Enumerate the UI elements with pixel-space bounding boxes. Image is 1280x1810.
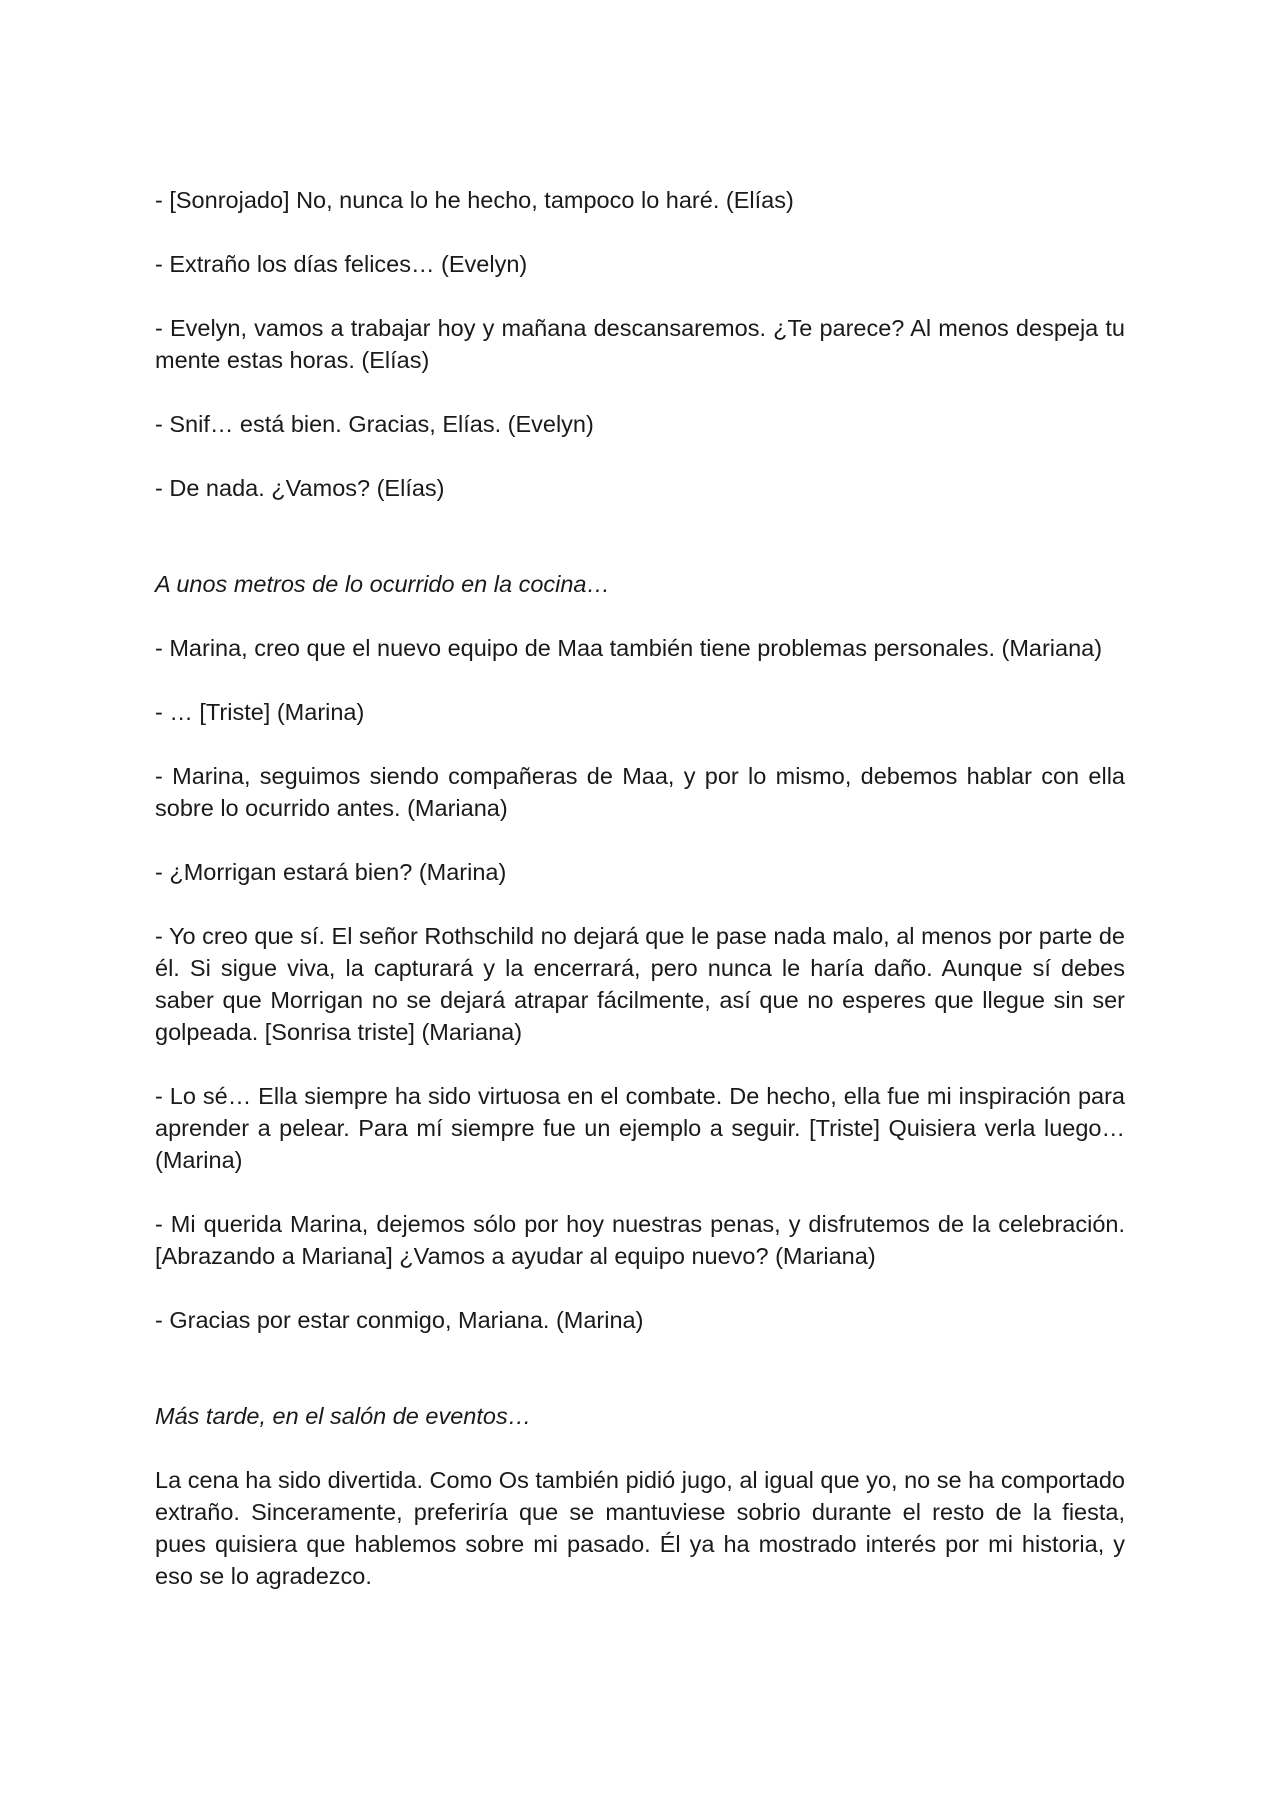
dialogue-line: - … [Triste] (Marina) xyxy=(155,699,365,725)
dialogue-line: - Yo creo que sí. El señor Rothschild no dejará que le pase nada malo, al menos por parte de él. Si sigue viva, la capturará y la encerrará, pero nunca le haría daño. Aunque sí debes saber que Morrigan no se dejará atrapar fácilmente, así que no esperes que llegue sin ser golpeada. [Sonrisa triste] (Mariana) xyxy=(155,923,1125,1045)
dialogue-line: - Extraño los días felices… (Evelyn) xyxy=(155,251,528,277)
dialogue-line: - Marina, seguimos siendo compañeras de Maa, y por lo mismo, debemos hablar con ella sobre lo ocurrido antes. (Mariana) xyxy=(155,763,1125,821)
dialogue-line: - Evelyn, vamos a trabajar hoy y mañana descansaremos. ¿Te parece? Al menos despeja tu mente estas horas. (Elías) xyxy=(155,315,1125,373)
dialogue-line: - De nada. ¿Vamos? (Elías) xyxy=(155,475,445,501)
scene-heading: A unos metros de lo ocurrido en la cocina… xyxy=(155,571,611,597)
dialogue-line: - Mi querida Marina, dejemos sólo por hoy nuestras penas, y disfrutemos de la celebración. [Abrazando a Mariana] ¿Vamos a ayudar al equipo nuevo? (Mariana) xyxy=(155,1211,1125,1269)
document-body xyxy=(155,184,1125,1624)
dialogue-line: - Lo sé… Ella siempre ha sido virtuosa en el combate. De hecho, ella fue mi inspiración para aprender a pelear. Para mí siempre fue un ejemplo a seguir. [Triste] Quisiera verla luego… (Marina) xyxy=(155,1083,1125,1173)
dialogue-line: - Marina, creo que el nuevo equipo de Maa también tiene problemas personales. (Mariana) xyxy=(155,635,1103,661)
dialogue-line: - ¿Morrigan estará bien? (Marina) xyxy=(155,859,507,885)
dialogue-line: - Snif… está bien. Gracias, Elías. (Evelyn) xyxy=(155,411,594,437)
dialogue-line: - [Sonrojado] No, nunca lo he hecho, tampoco lo haré. (Elías) xyxy=(155,187,794,213)
narration-paragraph: La cena ha sido divertida. Como Os también pidió jugo, al igual que yo, no se ha comportado extraño. Sinceramente, preferiría que se mantuviese sobrio durante el resto de la fiesta, pues quisiera que hablemos sobre mi pasado. Él ya ha mostrado interés por mi historia, y eso se lo agradezco. xyxy=(155,1467,1125,1589)
dialogue-line: - Gracias por estar conmigo, Mariana. (Marina) xyxy=(155,1307,644,1333)
scene-heading: Más tarde, en el salón de eventos… xyxy=(155,1403,532,1429)
